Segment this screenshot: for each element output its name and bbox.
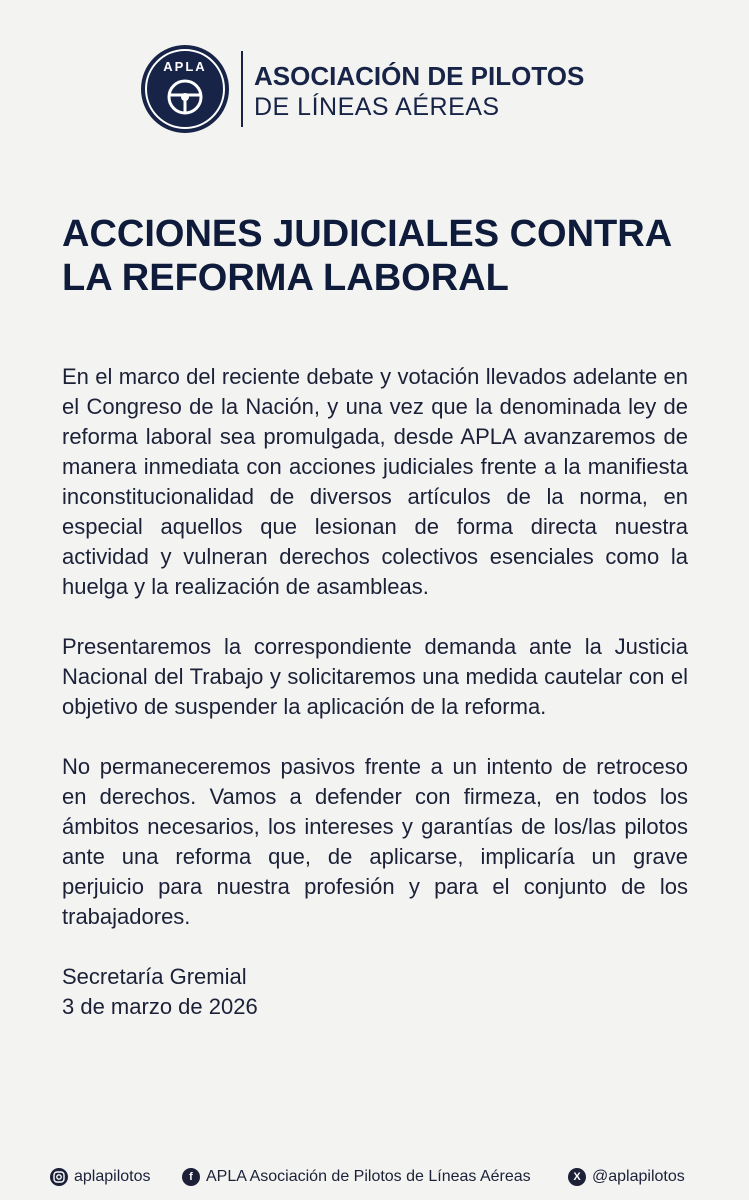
instagram-icon [50,1168,68,1186]
apla-logo [141,45,229,133]
facebook-page: APLA Asociación de Pilotos de Líneas Aéreas [206,1168,531,1185]
x-icon: X [568,1168,586,1186]
signature [62,962,688,1022]
footer-x[interactable] [568,1168,685,1186]
org-name-line1: ASOCIACIÓN DE PILOTOS [254,61,585,91]
statement-body [62,362,688,1022]
signature-date: 3 de marzo de 2026 [62,994,258,1019]
signature-department: Secretaría Gremial [62,964,247,989]
paragraph-1: En el marco del reciente debate y votación llevados adelante en el Congreso de la Nación, y una vez que la denominada ley de reforma laboral sea promulgada, desde APLA avanzaremos de manera inmediata con acciones judiciales frente a la manifiesta inconstitucionalidad de diversos artículos de la norma, en especial aquellos que lesionan de forma directa nuestra actividad y vulneran derechos colectivos esenciales como la huelga y la realización de asambleas. [62,364,688,599]
logo-abbr: APLA [163,59,207,74]
org-name-line2: DE LÍNEAS AÉREAS [254,93,500,121]
x-handle: @aplapilotos [592,1168,685,1185]
footer-facebook[interactable] [182,1168,531,1186]
facebook-icon: f [182,1168,200,1186]
steering-wheel-icon [165,77,205,117]
footer [50,1168,710,1194]
instagram-handle: aplapilotos [74,1168,151,1185]
page-title: ACCIONES JUDICIALES CONTRA LA REFORMA LABORAL [62,213,671,299]
header [141,45,661,140]
footer-instagram[interactable] [50,1168,151,1186]
paragraph-2: Presentaremos la correspondiente demanda ante la Justicia Nacional del Trabajo y solicitaremos una medida cautelar con el objetivo de suspender la aplicación de la reforma. [62,634,688,719]
header-divider [241,51,243,127]
paragraph-3: No permaneceremos pasivos frente a un intento de retroceso en derechos. Vamos a defender con firmeza, en todos los ámbitos necesarios, los intereses y garantías de los/las pilotos ante una reforma que, de aplicarse, implicaría un grave perjuicio para nuestra profesión y para el conjunto de los trabajadores. [62,754,688,929]
